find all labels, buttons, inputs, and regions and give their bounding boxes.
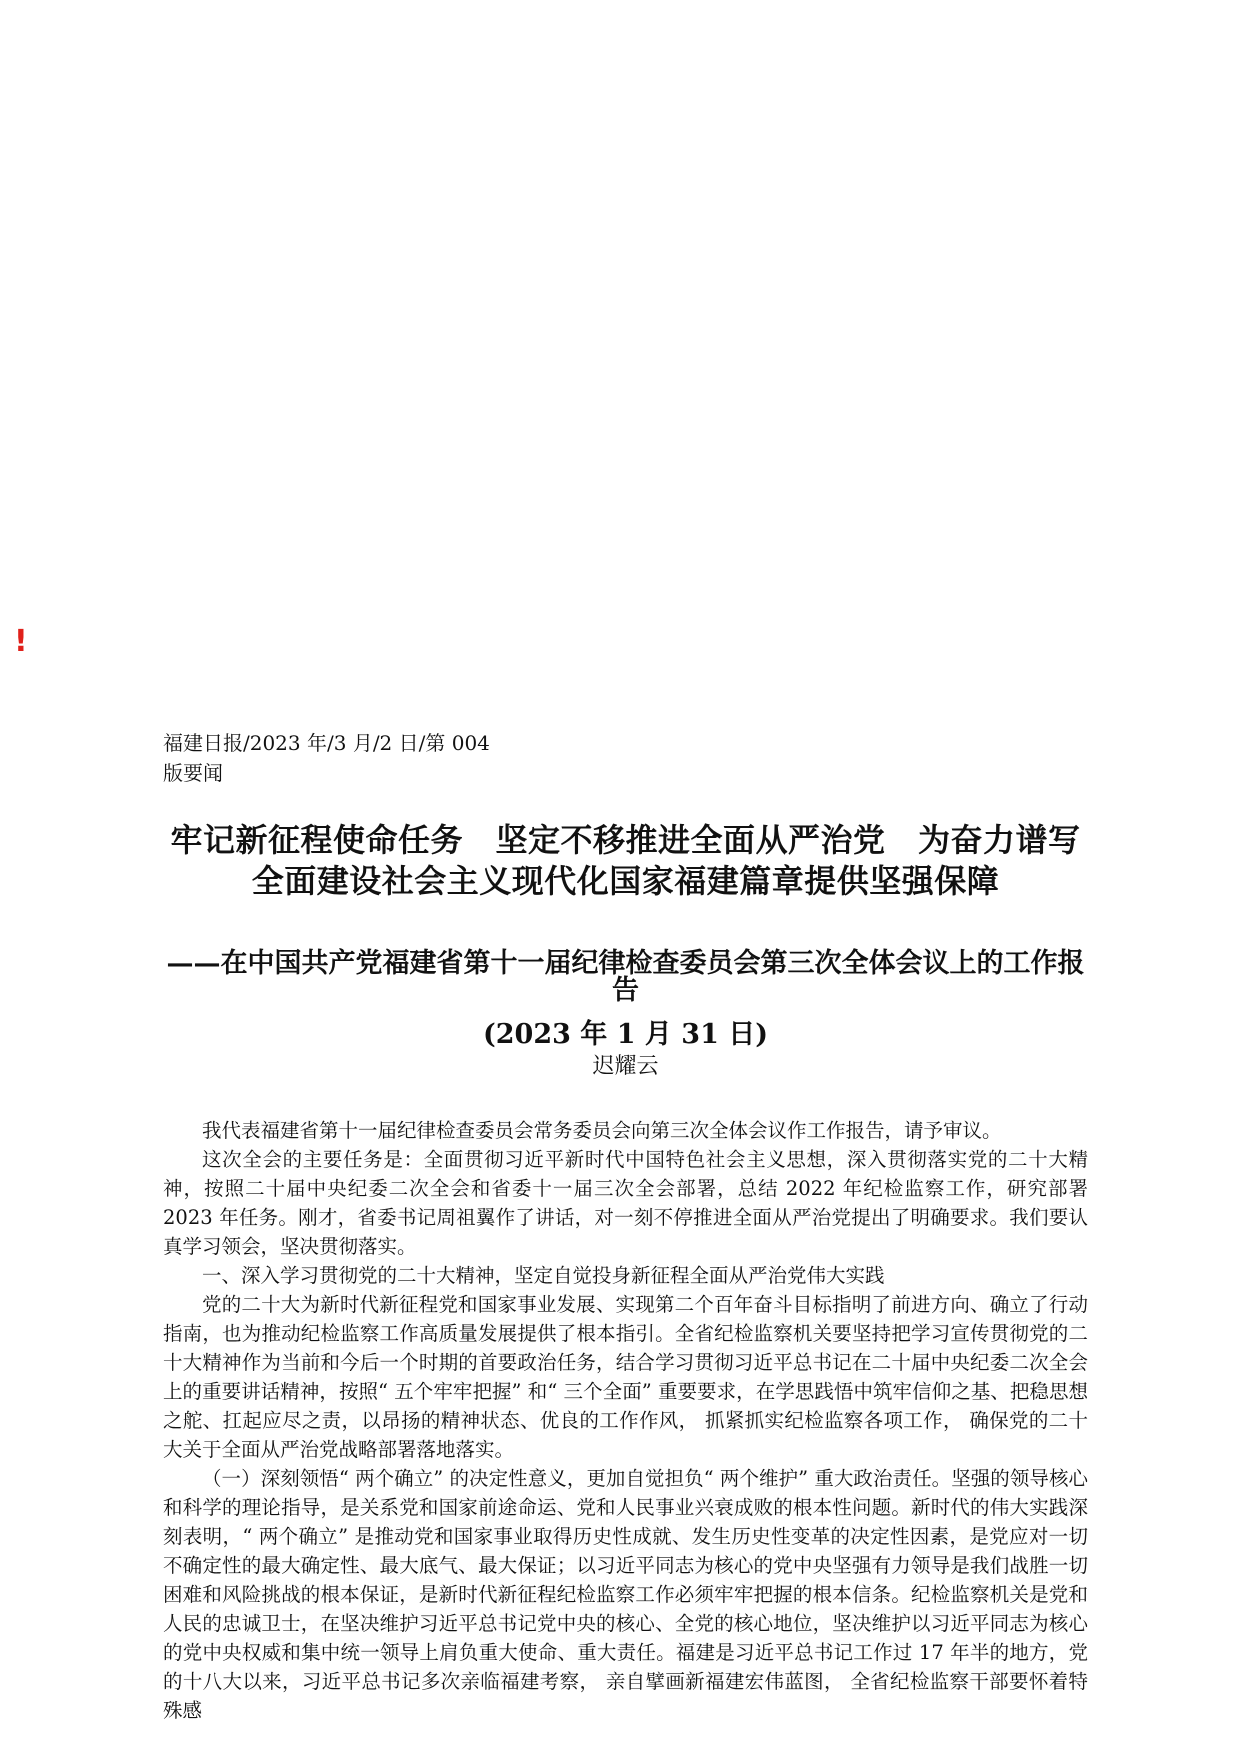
- document-title: 牢记新征程使命任务 坚定不移推进全面从严治党 为奋力谱写全面建设社会主义现代化国家福建篇章提供坚强保障: [170, 821, 1081, 900]
- paragraph: 党的二十大为新时代新征程党和国家事业发展、实现第二个百年奋斗目标指明了前进方向、确立了行动指南，也为推动纪检监察工作高质量发展提供了根本指引。全省纪检监察机关要坚持把学习宣传贯彻党的二十大精神作为当前和今后一个时期的首要政治任务，结合学习贯彻习近平总书记在二十届中央纪委二次全会上的重要讲话精神，按照“ 五个牢牢把握” 和“ 三个全面” 重要要求，在学思践悟中筑牢信仰之基、把稳思想之舵、扛起应尽之责，以昂扬的精神状态、优良的工作作风， 抓紧抓实纪检监察各项工作， 确保党的二十大关于全面从严治党战略部署落地落实。: [163, 1293, 1088, 1461]
- report-text: [163, 1116, 1088, 1725]
- source-line: 福建日报/2023 年/3 月/2 日/第 004 版要闻: [163, 731, 490, 785]
- section-heading: 一、深入学习贯彻党的二十大精神，坚定自觉投身新征程全面从严治党伟大实践: [202, 1264, 885, 1287]
- paragraph: 这次全会的主要任务是：全面贯彻习近平新时代中国特色社会主义思想，深入贯彻落实党的二十大精神，按照二十届中央纪委二次全会和省委十一届三次全会部署，总结 2022 年纪检监察工作，研究部署 2023 年任务。刚才，省委书记周祖翼作了讲话，对一刻不停推进全面从严治党提出了明确要求。我们要认真学习领会，坚决贯彻落实。: [163, 1148, 1088, 1258]
- document-body: [163, 728, 1088, 1725]
- paragraph: 我代表福建省第十一届纪律检查委员会常务委员会向第三次全体会议作工作报告，请予审议。: [202, 1119, 1002, 1142]
- paragraph: （一）深刻领悟“ 两个确立” 的决定性意义，更加自觉担负“ 两个维护” 重大政治责任。坚强的领导核心和科学的理论指导，是关系党和国家前途命运、党和人民事业兴衰成败的根本性问题。新时代的伟大实践深刻表明，“ 两个确立” 是推动党和国家事业取得历史性成就、发生历史性变革的决定性因素，是党应对一切不确定性的最大确定性、最大底气、最大保证；以习近平同志为核心的党中央坚强有力领导是我们战胜一切困难和风险挑战的根本保证，是新时代新征程纪检监察工作必须牢牢把握的根本信条。纪检监察机关是党和人民的忠诚卫士，在坚决维护习近平总书记党中央的核心、全党的核心地位，坚决维护以习近平同志为核心的党中央权威和集中统一领导上肩负重大使命、重大责任。福建是习近平总书记工作过 17 年半的地方，党的十八大以来，习近平总书记多次亲临福建考察， 亲自擘画新福建宏伟蓝图， 全省纪检监察干部要怀着特殊感: [163, 1467, 1088, 1722]
- author-name: 迟耀云: [592, 1054, 659, 1079]
- document-subtitle: ——在中国共产党福建省第十一届纪律检查委员会第三次全体会议上的工作报告: [166, 948, 1085, 1006]
- red-exclamation-mark: !: [14, 624, 28, 659]
- report-date: (2023 年 1 月 31 日): [482, 1019, 769, 1050]
